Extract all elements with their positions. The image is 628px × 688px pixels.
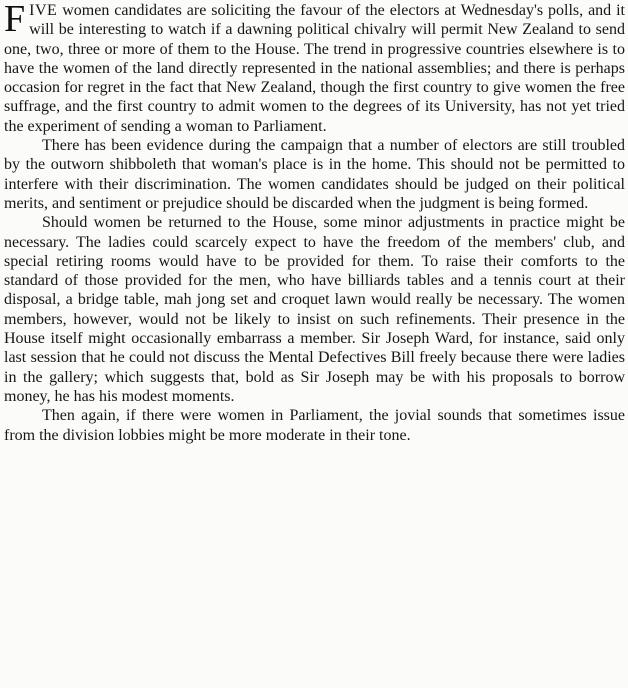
article-column (4, 1, 625, 445)
article-paragraph-3: Should women be returned to the House, some minor adjustments in practice might be necessary. The ladies could scarcely expect to have the freedom of the members' club, and special retiring rooms would have to be provided for them. To raise their comforts to the standard of those provided for the men, who have billiards tables and a tennis court at their disposal, a bridge table, mah jong set and croquet lawn would really be necessary. The women members, however, would not be likely to insist on such refinements. Their presence in the House itself might occasionally embarrass a member. Sir Joseph Ward, for instance, said only last session that he could not discuss the Mental Defectives Bill freely because there were ladies in the gallery; which suggests that, bold as Sir Joseph may be with his proposals to borrow money, he has his modest moments. (4, 214, 625, 405)
article-paragraph-2: There has been evidence during the campaign that a number of electors are still troubled by the outworn shibboleth that woman's place is in the home. This should not be permitted to interfere with their discrimination. The women candidates should be judged on their political merits, and sentiment or prejudice should be discarded when the judgment is being formed. (4, 137, 625, 212)
lead-word-rest: IVE (29, 2, 58, 19)
article-paragraph-1 (4, 1, 625, 136)
drop-cap-letter: F (4, 0, 26, 40)
paragraph-1-text: women candidates are soliciting the favour of the electors at Wednesday's polls, and it will be interesting to watch if a dawning political chivalry will permit New Zealand to send one, two, three or more of them to the House. The trend in progressive countries elsewhere is to have the women of the land directly represented in the national assemblies; and there is perhaps occasion for regret in the fact that New Zealand, though the first country to give women the free suffrage, and the first country to admit women to the degrees of its University, has not yet tried the experiment of sending a woman to Parliament. (4, 2, 625, 135)
article-paragraph-4: Then again, if there were women in Parliament, the jovial sounds that sometimes issue from the division lobbies might be more moderate in their tone. (4, 407, 625, 444)
